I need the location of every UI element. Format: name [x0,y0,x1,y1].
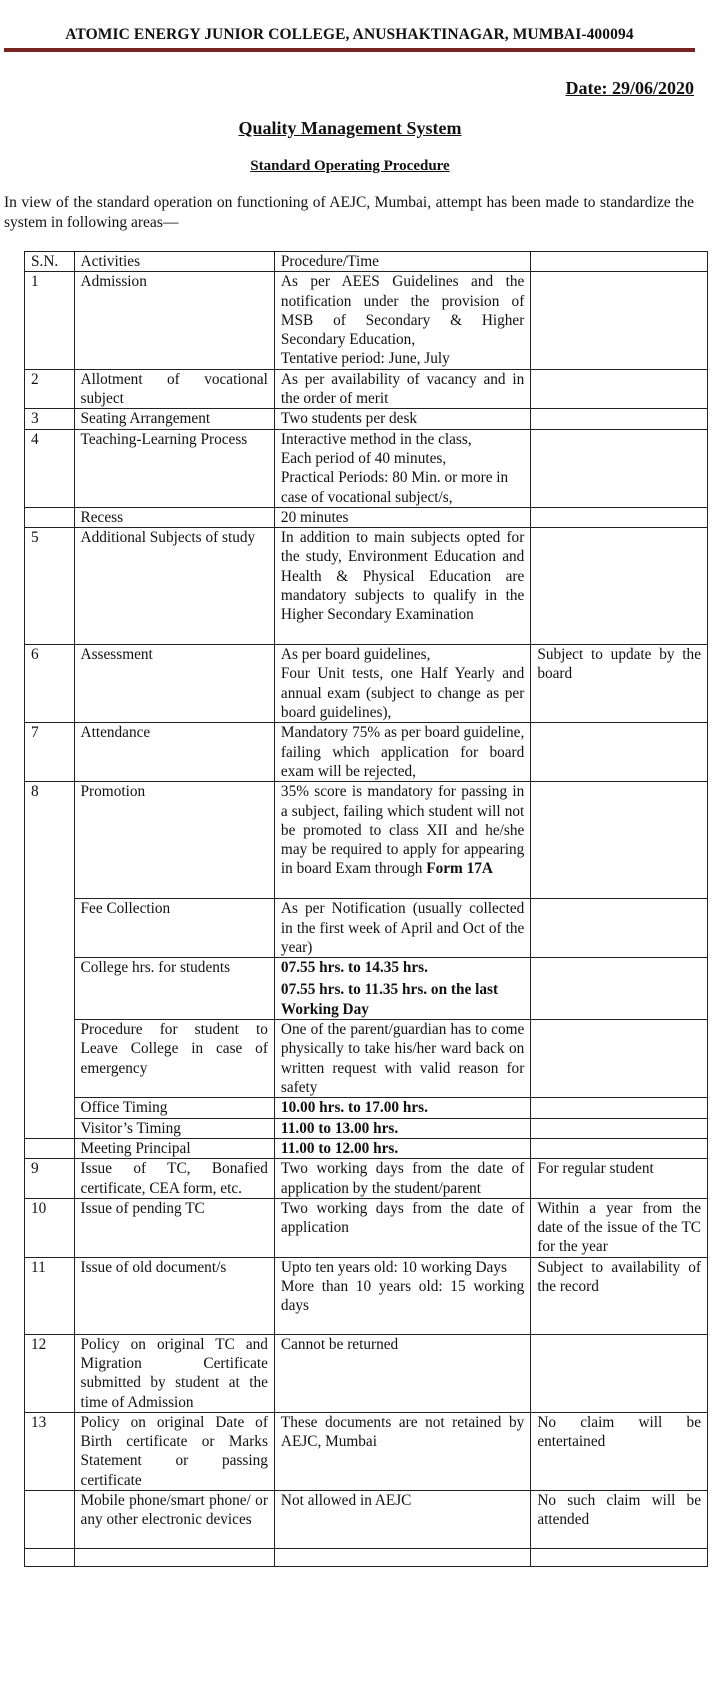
row-sn [25,899,75,958]
row-activity: Recess [74,507,274,527]
row-activity: Policy on original TC and Migration Certificate submitted by student at the time of Admission [74,1334,274,1412]
college-header: ATOMIC ENERGY JUNIOR COLLEGE, ANUSHAKTINAGAR, MUMBAI-400094 [65,26,634,43]
row-procedure [274,958,530,1020]
row-sn: 12 [25,1334,75,1412]
row-remark [531,1020,708,1098]
table-row [25,507,708,527]
row-sn: 6 [25,645,75,723]
row-remark: No claim will be entertained [531,1412,708,1490]
row-sn [25,1549,75,1567]
row-procedure: Two working days from the date of application [274,1198,530,1257]
row-sn [25,1098,75,1118]
table-row [25,528,708,645]
row-activity: Mobile phone/smart phone/ or any other electronic devices [74,1491,274,1549]
table-row [25,645,708,723]
row-sn [25,1138,75,1158]
row-activity: Additional Subjects of study [74,528,274,645]
row-procedure: Cannot be returned [274,1334,530,1412]
procedure-text: Each period of 40 minutes, [280,449,447,467]
table-row [25,899,708,958]
procedure-text: Four Unit tests, one Half Yearly and annual exam (subject to change as per board guidelines), [280,665,525,722]
row-activity: Seating Arrangement [74,409,274,429]
row-activity: Issue of TC, Bonafied certificate, CEA form, etc. [74,1159,274,1199]
row-remark [531,723,708,782]
row-procedure: Mandatory 75% as per board guideline, failing which application for board exam will be rejected, [274,723,530,782]
row-activity: Issue of pending TC [74,1198,274,1257]
table-row-empty [25,1549,708,1567]
row-remark [531,1118,708,1138]
row-sn [25,958,75,1020]
table-row [25,1412,708,1490]
table-row [25,1138,708,1158]
document-subtitle: Standard Operating Procedure [250,158,450,174]
row-procedure: 10.00 hrs. to 17.00 hrs. [274,1098,530,1118]
row-remark [531,1138,708,1158]
row-activity [74,1549,274,1567]
header-procedure: Procedure/Time [274,252,530,272]
row-remark [531,1098,708,1118]
row-procedure: One of the parent/guardian has to come physically to take his/her ward back on written request with valid reason for safety [274,1020,530,1098]
row-sn: 5 [25,528,75,645]
row-remark [531,1334,708,1412]
row-remark: No such claim will be attended [531,1491,708,1549]
row-procedure: Two students per desk [274,409,530,429]
row-procedure: Two working days from the date of application by the student/parent [274,1159,530,1199]
row-sn: 10 [25,1198,75,1257]
row-activity: Issue of old document/s [74,1257,274,1334]
row-sn: 2 [25,369,75,409]
row-activity: Procedure for student to Leave College in case of emergency [74,1020,274,1098]
row-sn: 8 [25,782,75,899]
table-row [25,1257,708,1334]
row-remark [531,507,708,527]
row-remark: Within a year from the date of the issue of the TC for the year [531,1198,708,1257]
row-procedure: As per Notification (usually collected in the first week of April and Oct of the year) [274,899,530,958]
row-sn [25,1118,75,1138]
table-header-row [25,252,708,272]
document-date: Date: 29/06/2020 [565,78,694,98]
procedure-text: Upto ten years old: 10 working Days [280,1258,507,1276]
table-row [25,723,708,782]
row-sn: 9 [25,1159,75,1199]
row-sn: 11 [25,1257,75,1334]
table-row [25,429,708,507]
header-remarks [531,252,708,272]
row-activity: Admission [74,272,274,369]
procedure-text: 07.55 hrs. to 14.35 hrs. [280,959,428,977]
row-sn [25,1491,75,1549]
table-row [25,1491,708,1549]
header-sn: S.N. [25,252,75,272]
row-sn [25,507,75,527]
row-activity: Assessment [74,645,274,723]
row-sn: 3 [25,409,75,429]
row-remark [531,1549,708,1567]
row-remark [531,782,708,899]
row-remark [531,528,708,645]
row-remark [531,899,708,958]
table-row [25,272,708,369]
row-remark [531,958,708,1020]
row-activity: Attendance [74,723,274,782]
row-sn: 1 [25,272,75,369]
row-procedure: Not allowed in AEJC [274,1491,530,1549]
row-procedure: 20 minutes [274,507,530,527]
procedure-text: As per board guidelines, [280,646,431,664]
form-number: Form 17A [426,860,493,878]
row-sn: 7 [25,723,75,782]
procedure-text: 07.55 hrs. to 11.35 hrs. on the last Working Day [280,981,499,1018]
row-activity: Teaching-Learning Process [74,429,274,507]
row-procedure: 11.00 to 12.00 hrs. [274,1138,530,1158]
row-remark [531,369,708,409]
table-row [25,958,708,1020]
row-remark: Subject to availability of the record [531,1257,708,1334]
row-procedure: In addition to main subjects opted for the study, Environment Education and Health & Physical Education are mandatory subjects to qualify in the Higher Secondary Examination [274,528,530,645]
row-activity: Visitor’s Timing [74,1118,274,1138]
row-sn: 13 [25,1412,75,1490]
header-rule [4,48,695,52]
row-procedure: These documents are not retained by AEJC, Mumbai [274,1412,530,1490]
row-activity: Meeting Principal [74,1138,274,1158]
table-row [25,1118,708,1138]
table-row [25,1198,708,1257]
row-procedure: As per availability of vacancy and in the order of merit [274,369,530,409]
procedure-text: Practical Periods: 80 Min. or more in case of vocational subject/s, [280,469,509,506]
table-row [25,409,708,429]
row-remark: For regular student [531,1159,708,1199]
row-procedure [274,1257,530,1334]
table-row [25,1334,708,1412]
row-sn: 4 [25,429,75,507]
table-row [25,782,708,899]
row-activity: Promotion [74,782,274,899]
row-procedure [274,1549,530,1567]
row-remark [531,272,708,369]
row-procedure: 11.00 to 13.00 hrs. [274,1118,530,1138]
table-row [25,1159,708,1199]
row-remark: Subject to update by the board [531,645,708,723]
row-sn [25,1020,75,1098]
table-row [25,1098,708,1118]
procedure-text: 35% score is mandatory for passing in a subject, failing which student will not be promoted to class XII and he/she may be required to apply for appearing in board Exam through [280,783,525,878]
document-title: Quality Management System [238,118,462,138]
row-procedure [274,272,530,369]
procedure-text: More than 10 years old: 15 working days [280,1277,525,1315]
row-procedure [274,782,530,899]
row-activity: Allotment of vocational subject [74,369,274,409]
row-procedure [274,429,530,507]
row-procedure [274,645,530,723]
procedure-text: Interactive method in the class, [280,430,472,448]
row-activity: Policy on original Date of Birth certificate or Marks Statement or passing certificate [74,1412,274,1490]
procedure-text: Tentative period: June, July [280,350,450,368]
sop-table [24,251,708,1567]
table-row [25,369,708,409]
table-row [25,1020,708,1098]
row-activity: Fee Collection [74,899,274,958]
row-remark [531,409,708,429]
intro-paragraph: In view of the standard operation on functioning of AEJC, Mumbai, attempt has been made to standardize the system in following areas— [4,194,694,231]
procedure-text: As per AEES Guidelines and the notification under the provision of MSB of Secondary & Higher Secondary Education, [280,273,525,349]
row-activity: Office Timing [74,1098,274,1118]
row-remark [531,429,708,507]
header-activities: Activities [74,252,274,272]
row-activity: College hrs. for students [74,958,274,1020]
